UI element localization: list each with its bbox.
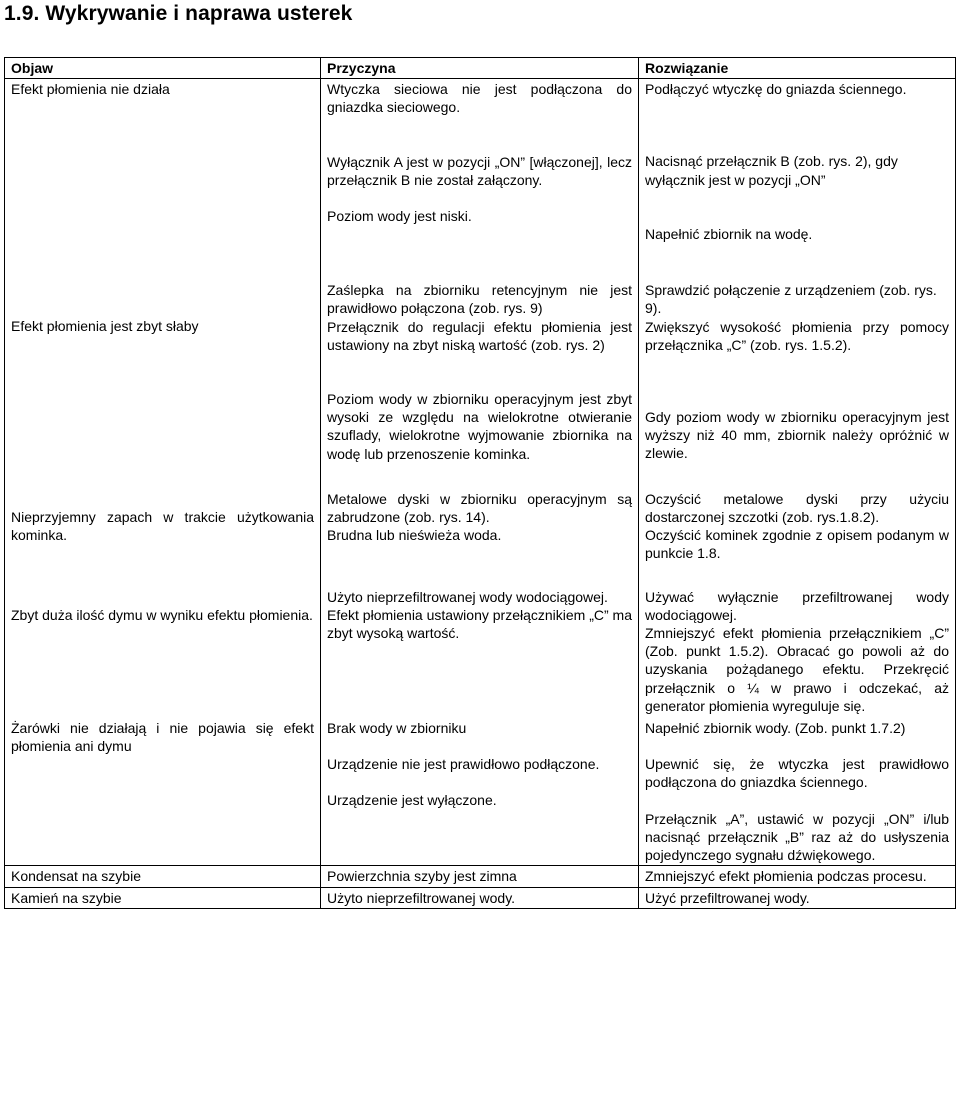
cause-cell (321, 564, 639, 716)
symptom-cell: Kondensat na szybie (5, 866, 321, 887)
solution-text: Przełącznik „A”, ustawić w pozycji „ON” i/lub nacisnąć przełącznik „B” raz aż do usłyszenia pojedynczego sygnału dźwiękowego. (645, 810, 949, 864)
symptom-cell: Nieprzyjemny zapach w trakcie użytkowania kominka. (5, 464, 321, 564)
solution-text: Upewnić się, że wtyczka jest prawidłowo podłączona do gniazdka ściennego. (645, 756, 949, 791)
header-solution: Rozwiązanie (639, 58, 956, 79)
cause-cell (321, 866, 639, 887)
solution-text: Zmniejszyć efekt płomienia przełącznikiem „C” (Zob. punkt 1.5.2). Obracać go powoli aż do uzyskania pożądanego efektu. Przekręcić przełącznik o ¼ w prawo i odczekać, aż generator płomienia wyreguluje się. (645, 625, 949, 714)
cause-cell (321, 280, 639, 464)
solution-cell (639, 280, 956, 464)
solution-text: Nacisnąć przełącznik B (zob. rys. 2), gdy wyłącznik jest w pozycji „ON” (645, 153, 898, 188)
cause-cell (321, 887, 639, 908)
cause-cell (321, 716, 639, 866)
table-row (5, 464, 956, 564)
solution-text: Napełnić zbiornik wody. (Zob. punkt 1.7.2) (645, 720, 906, 737)
symptom-cell: Efekt płomienia jest zbyt słaby (5, 280, 321, 464)
cause-text: Użyto nieprzefiltrowanej wody wodociągowej. (327, 588, 608, 605)
header-symptom: Objaw (5, 58, 321, 79)
cause-text: Efekt płomienia ustawiony przełącznikiem „C” ma zbyt wysoką wartość. (327, 606, 632, 642)
troubleshooting-table (4, 57, 956, 909)
cause-text: Urządzenie nie jest prawidłowo podłączone. (327, 756, 600, 773)
cause-text: Poziom wody w zbiorniku operacyjnym jest zbyt wysoki ze względu na wielokrotne otwieranie szuflady, wielokrotne wyjmowanie zbiornika na wodę lub przenoszenie kominka. (327, 391, 632, 462)
cause-text: Powierzchnia szyby jest zimna (327, 868, 517, 885)
solution-cell (639, 866, 956, 887)
cause-text: Zaślepka na zbiorniku retencyjnym nie jest prawidłowo połączona (zob. rys. 9) (327, 282, 632, 317)
symptom-cell: Efekt płomienia nie działa (5, 79, 321, 281)
solution-text: Używać wyłącznie przefiltrowanej wody wodociągowej. (645, 588, 949, 623)
cause-cell (321, 464, 639, 564)
table-row (5, 280, 956, 464)
solution-text: Zwiększyć wysokość płomienia przy pomocy przełącznika „C” (zob. rys. 1.5.2). (645, 318, 949, 353)
solution-text: Zmniejszyć efekt płomienia podczas procesu. (645, 868, 927, 885)
table-row (5, 866, 956, 887)
cause-text: Wtyczka sieciowa nie jest podłączona do gniazdka sieciowego. (327, 81, 632, 116)
solution-text: Użyć przefiltrowanej wody. (645, 889, 810, 906)
solution-text: Napełnić zbiornik na wodę. (645, 225, 813, 242)
solution-text: Gdy poziom wody w zbiorniku operacyjnym jest wyższy niż 40 mm, zbiornik należy opróżnić w zlewie. (645, 409, 949, 462)
solution-cell (639, 464, 956, 564)
table-row (5, 887, 956, 908)
cause-text: Przełącznik do regulacji efektu płomienia jest ustawiony na zbyt niską wartość (zob. rys. 2) (327, 318, 632, 353)
cause-text: Brudna lub nieświeża woda. (327, 527, 502, 544)
solution-cell (639, 79, 956, 281)
cause-text: Poziom wody jest niski. (327, 208, 472, 225)
header-cause: Przyczyna (321, 58, 639, 79)
cause-text: Brak wody w zbiorniku (327, 720, 467, 737)
table-header-row (5, 58, 956, 79)
solution-cell (639, 887, 956, 908)
solution-cell (639, 716, 956, 866)
solution-cell (639, 564, 956, 716)
symptom-cell: Zbyt duża ilość dymu w wyniku efektu płomienia. (5, 564, 321, 716)
symptom-cell: Żarówki nie działają i nie pojawia się efekt płomienia ani dymu (5, 716, 321, 866)
cause-cell (321, 79, 639, 281)
solution-text: Sprawdzić połączenie z urządzeniem (zob. rys. 9). (645, 282, 937, 317)
symptom-cell: Kamień na szybie (5, 887, 321, 908)
cause-text: Wyłącznik A jest w pozycji „ON” [włączonej], lecz przełącznik B nie został załączony. (327, 153, 632, 188)
table-row (5, 716, 956, 866)
page-title: 1.9. Wykrywanie i naprawa usterek (4, 2, 353, 25)
cause-text: Urządzenie jest wyłączone. (327, 792, 497, 809)
solution-text: Oczyścić metalowe dyski przy użyciu dostarczonej szczotki (zob. rys.1.8.2). (645, 490, 949, 526)
solution-text: Oczyścić kominek zgodnie z opisem podanym w punkcie 1.8. (645, 527, 949, 562)
cause-text: Metalowe dyski w zbiorniku operacyjnym są zabrudzone (zob. rys. 14). (327, 490, 632, 526)
cause-text: Użyto nieprzefiltrowanej wody. (327, 889, 516, 906)
table-row (5, 564, 956, 716)
solution-text: Podłączyć wtyczkę do gniazda ściennego. (645, 81, 907, 98)
table-row (5, 79, 956, 281)
